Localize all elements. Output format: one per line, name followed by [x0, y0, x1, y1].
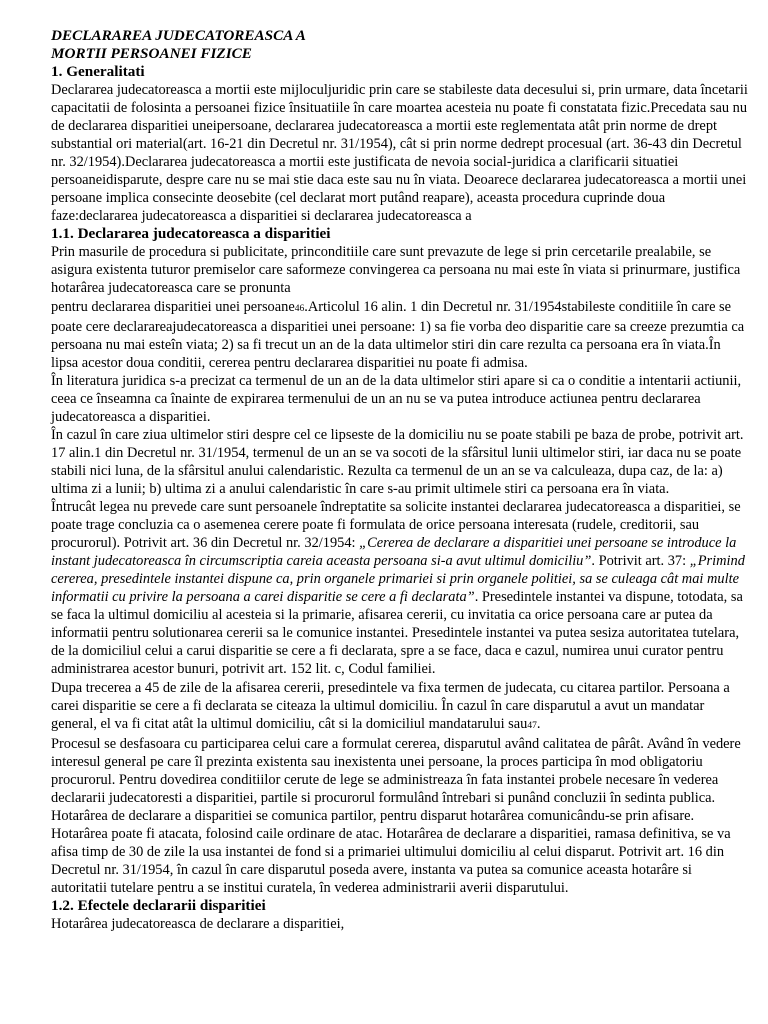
paragraph-7-text-a: Dupa trecerea a 45 de zile de la afisarea cererii, presedintele va fixa termen de judecata, cu citarea partilor. Persoana a carei disparitie se cere a fi declarata se citeaza la ultimul domiciliu. În cazul în care disparutul a avut un mandatar general, el va fi citat atât la ultimul domiciliu, cât si la domiciliul mandatarului sau [51, 679, 730, 732]
section-heading-efectele-declararii: 1.2. Efectele declararii disparitiei [51, 897, 266, 915]
paragraph-6 [51, 498, 748, 678]
quote-art-37: „Primind cererea, presedintele instantei dispune ca, prin organele primariei si prin organele politiei, sa se culeaga cât mai multe informatii cu privire la persoana a carei disparitie se cere a fi declarata” [51, 553, 745, 606]
paragraph-5: În cazul în care ziua ultimelor stiri despre cel ce lipseste de la domiciliu nu se poate stabili pe baza de probe, potrivit art. 17 alin.1 din Decretul nr. 31/1954, termenul de un an se va socoti de la sfârsitul lunii ultimelor stiri, iar daca nu se poate stabili nici luna, de la sfârsitul anului calendaristic. Rezulta ca termenul de un an se va calculeaza, dupa caz, de la: a) ultima zi a lunii; b) ultima zi a anului calendaristic în care s-au primit ultimele stiri ca persoana era în viata. [51, 426, 744, 497]
paragraph-2: Prin masurile de procedura si publicitate, princonditiile care sunt prevazute de lege si prin cercetarile prealabile, se asigura existenta tuturor premiselor care saformeze convingerea ca persoana nu mai este în viata si prinurmare, justifica hotarârea judecatoreasca care se pronunta [51, 244, 741, 297]
document-title-line-1: DECLARAREA JUDECATOREASCA A [51, 27, 306, 44]
quote-art-36: „Cererea de declarare a disparitiei unei persoane se introduce la instant judecatoreasca în circumscriptia careia aceasta persoana si-a avut ultimul domiciliu” [51, 535, 737, 570]
paragraph-7 [51, 679, 748, 735]
paragraph-6-text-a: Întrucât legea nu prevede care sunt persoanele îndreptatite sa solicite instantei declararea judecatoreasca a disparitiei, se poate trage concluzia ca o asemenea cerere poate fi formulata de orice persoana interesata (rudele, creditorii, sau procurorul). Potrivit art. 36 din Decretul nr. 32/1954: [51, 499, 741, 552]
paragraph-6-text-b: . Potrivit art. 37: [591, 553, 690, 570]
paragraph-7-text-b: . [536, 715, 541, 732]
section-heading-generalitati: 1. Generalitati [51, 63, 145, 80]
section-heading-declararea-disparitiei: 1.1. Declararea judecatoreasca a disparitiei [51, 225, 331, 243]
paragraph-3-text-b: .Articolul 16 alin. 1 din Decretul nr. 31/1954stabileste conditiile în care se poate cere declarareajudecatoreasca a disparitiei unei persoane: 1) sa fie vorba deo disparitie care sa creeze prezumtia ca persoana nu mai esteîn viata; 2) sa fi trecut un an de la data ultimelor stiri din care rezulta ca persoana era în viata.În lipsa acestor doua conditii, cererea pentru declararea disparitiei nu poate fi admisa. [51, 298, 745, 371]
document-title-line-2: MORTII PERSOANEI FIZICE [51, 45, 252, 62]
paragraph-8: Procesul se desfasoara cu participarea celui care a formulat cererea, disparutul având calitatea de pârât. Având în vedere interesul general pe care îl prezinta existenta sau inexistenta unei persoane, la proces participa în mod obligatoriu procurorul. Pentru dovedirea conditiilor cerute de lege se administreaza în fata instantei probele necesare în vederea declararii judecatoresti a disparitiei, partile si procurorul formulând întrebari si punând concluzii în sedinta publica. Hotarârea de declarare a disparitiei se comunica partilor, pentru disparut hotarârea comunicându-se prin afisare. Hotarârea poate fi atacata, folosind caile ordinare de atac. Hotarârea de declarare a disparitiei, ramasa definitiva, se va afisa timp de 30 de zile la usa instantei de fond si a primariei ultimului domiciliu al celui disparut. Potrivit art. 16 din Decretul nr. 31/1954, în cazul în care disparutul poseda avere, instanta va putea sa comunice aceasta hotarâre si autoritatii tutelare pentru a se institui curatela, în vederea administrarii averii disparutului. [51, 735, 741, 897]
paragraph-9: Hotarârea judecatoreasca de declarare a disparitiei, [51, 916, 345, 933]
paragraph-3-text-a: pentru declararea disparitiei unei persoane [51, 298, 295, 315]
paragraph-4: În literatura juridica s-a precizat ca termenul de un an de la data ultimelor stiri apare si ca o conditie a intentarii actiunii, ceea ce înseamna ca înainte de expirarea termenului de un an nu se va putea introduce actiunea pentru declararea judecatoreasca a disparitiei. [51, 372, 742, 425]
footnote-marker-46: 46 [294, 303, 305, 314]
paragraph-1: Declararea judecatoreasca a mortii este mijloculjuridic prin care se stabileste data decesului si, prin urmare, data încetarii capacitatii de folosinta a persoanei fizice însituatiile în care moartea acesteia nu poate fi constatata fizic.Precedata sau nu de declararea disparitiei uneipersoane, declararea judecatoreasca a mortii este reglementata atât prin norme de drept substantial ori material(art. 16-21 din Decretul nr. 31/1954), cât si prin norme dedrept procesual (art. 36-43 din Decretul nr. 32/1954).Declararea judecatoreasca a mortii este justificata de nevoia social-juridica a clarificarii situatiei persoaneidisparute, despre care nu se mai stie daca este sau nu în viata. Deoarece declararea judecatoreasca a mortii unei persoane implica consecinte deosebite (cel declarat mort putând reapare), aceasta procedura cuprinde doua faze:declararea judecatoreasca a disparitiei si declararea judecatoreasca a [51, 82, 748, 225]
paragraph-3 [51, 298, 748, 372]
footnote-marker-47: 47 [527, 720, 537, 731]
paragraph-6-text-c: . Presedintele instantei va dispune, totodata, sa se faca la ultimul domiciliu al acesteia si la primarie, afisarea cererii, cu invitatia ca orice persoana care ar putea da informatii pentru solutionarea cererii sa le comunice instantei. Presedintele instantei va putea sesiza autoritatea tutelara, de la domiciliul celui a carui disparitie se cere a fi declarata, spre a se face, daca e cazul, numirea unui curator pentru administrarea acestor bunuri, potrivit art. 152 lit. c, Codul familiei. [51, 589, 743, 678]
